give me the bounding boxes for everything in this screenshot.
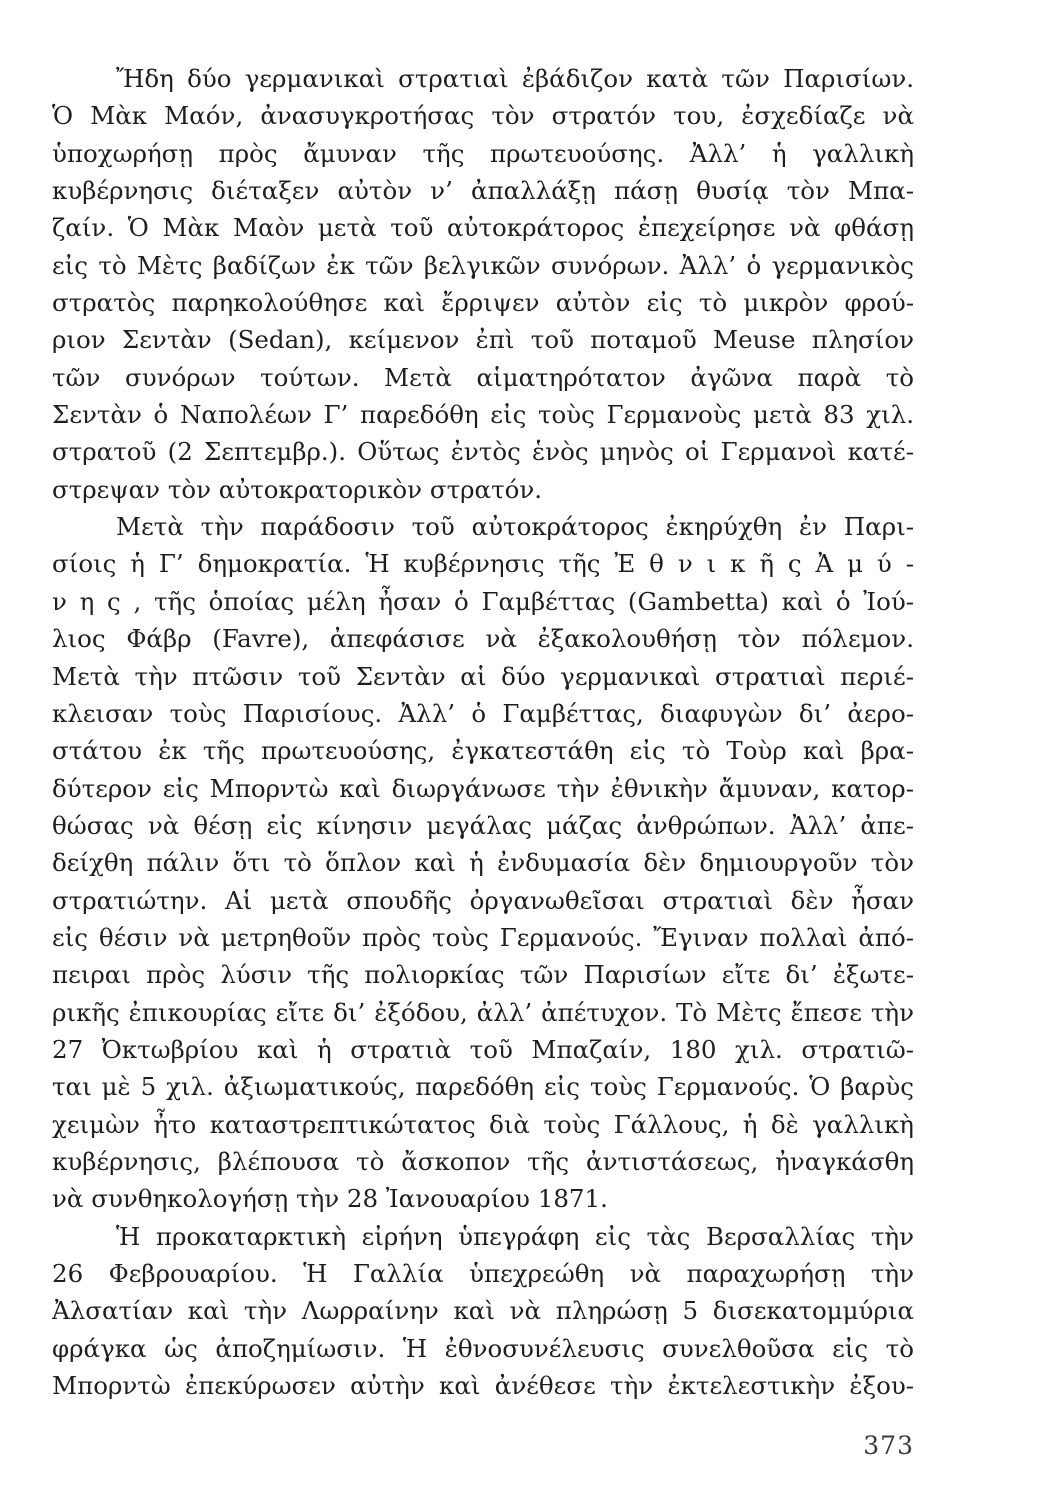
text-line: ὑποχωρήσῃ πρὸς ἄμυναν τῆς πρωτευούσης. Ἀλλ’ ἡ γαλλικὴ xyxy=(52,138,914,168)
text-line: ρικῆς ἐπικουρίας εἴτε δι’ ἐξόδου, ἀλλ’ ἀπέτυχον. Τὸ Μὲτς ἔπεσε τὴν xyxy=(52,997,914,1027)
text-line: 27 Ὀκτωβρίου καὶ ἡ στρατιὰ τοῦ Μπαζαίν, 180 χιλ. στρατιῶ- xyxy=(52,1034,914,1064)
text-line: λιος Φάβρ (Favre), ἀπεφάσισε νὰ ἐξακολουθήσῃ τὸν πόλεμον. xyxy=(52,624,914,654)
text-line: εἰς θέσιν νὰ μετρηθοῦν πρὸς τοὺς Γερμανούς. Ἔγιναν πολλαὶ ἀπό- xyxy=(52,922,914,952)
text-line: Μπορντὼ ἐπεκύρωσεν αὐτὴν καὶ ἀνέθεσε τὴν ἐκτελεστικὴν ἐξου- xyxy=(52,1371,914,1401)
text-line: πειραι πρὸς λύσιν τῆς πολιορκίας τῶν Παρισίων εἴτε δι’ ἐξωτε- xyxy=(52,960,914,990)
text-line: Μετὰ τὴν πτῶσιν τοῦ Σεντὰν αἱ δύο γερμανικαὶ στρατιαὶ περιέ- xyxy=(52,661,914,691)
text-line: ζαίν. Ὁ Μὰκ Μαὸν μετὰ τοῦ αὐτοκράτορος ἐπεχείρησε νὰ φθάσῃ xyxy=(52,213,914,243)
text-line: στρεψαν τὸν αὐτοκρατορικὸν στρατόν. xyxy=(52,474,543,504)
text-line: νὰ συνθηκολογήσῃ τὴν 28 Ἰανουαρίου 1871. xyxy=(52,1184,608,1214)
body-text xyxy=(52,60,914,1404)
text-line: εἰς τὸ Μὲτς βαδίζων ἐκ τῶν βελγικῶν συνόρων. Ἀλλ’ ὁ γερμανικὸς xyxy=(52,250,914,280)
text-line: Σεντὰν ὁ Ναπολέων Γ’ παρεδόθη εἰς τοὺς Γερμανοὺς μετὰ 83 χιλ. xyxy=(52,400,914,430)
text-line: κυβέρνησις διέταξεν αὐτὸν ν’ ἀπαλλάξῃ πάσῃ θυσίᾳ τὸν Μπα- xyxy=(52,176,914,206)
text-line: Ἡ προκαταρκτικὴ εἰρήνη ὑπεγράφη εἰς τὰς Βερσαλλίας τὴν xyxy=(116,1221,914,1251)
text-line: χειμὼν ἦτο καταστρεπτικώτατος διὰ τοὺς Γάλλους, ἡ δὲ γαλλικὴ xyxy=(52,1109,914,1139)
text-line: κλεισαν τοὺς Παρισίους. Ἀλλ’ ὁ Γαμβέττας, διαφυγὼν δι’ ἀερο- xyxy=(52,698,914,728)
text-line: σίοις ἡ Γ’ δημοκρατία. Ἡ κυβέρνησις τῆς Ἐ θ ν ι κ ῆ ς Ἀ μ ύ - xyxy=(52,549,914,579)
text-line: ν η ς , τῆς ὁποίας μέλη ἦσαν ὁ Γαμβέττας (Gambetta) καὶ ὁ Ἰού- xyxy=(52,586,914,616)
text-line: ριον Σεντὰν (Sedan), κείμενον ἐπὶ τοῦ ποταμοῦ Meuse πλησίον xyxy=(52,325,914,355)
text-line: Ὁ Μὰκ Μαόν, ἀνασυγκροτήσας τὸν στρατόν του, ἐσχεδίαζε νὰ xyxy=(52,101,914,131)
text-line: κυβέρνησις, βλέπουσα τὸ ἄσκοπον τῆς ἀντιστάσεως, ἠναγκάσθη xyxy=(52,1146,914,1176)
text-line: στάτου ἐκ τῆς πρωτευούσης, ἐγκατεστάθη εἰς τὸ Τοὺρ καὶ βρα- xyxy=(52,736,914,766)
text-line: τῶν συνόρων τούτων. Μετὰ αἱματηρότατον ἀγῶνα παρὰ τὸ xyxy=(52,362,914,392)
text-line: Ἀλσατίαν καὶ τὴν Λωρραίνην καὶ νὰ πληρώσῃ 5 δισεκατομμύρια xyxy=(52,1296,914,1326)
page-number: 373 xyxy=(863,1431,914,1460)
text-line: στρατιώτην. Αἱ μετὰ σπουδῆς ὀργανωθεῖσαι στρατιαὶ δὲν ἦσαν xyxy=(52,885,914,915)
text-line: δείχθη πάλιν ὅτι τὸ ὅπλον καὶ ἡ ἐνδυμασία δὲν δημιουργοῦν τὸν xyxy=(52,848,914,878)
text-line: 26 Φεβρουαρίου. Ἡ Γαλλία ὑπεχρεώθη νὰ παραχωρήσῃ τὴν xyxy=(52,1259,914,1288)
text-line: στρατοῦ (2 Σεπτεμβρ.). Οὕτως ἐντὸς ἑνὸς μηνὸς οἱ Γερμανοὶ κατέ- xyxy=(52,437,914,467)
text-line: Μετὰ τὴν παράδοσιν τοῦ αὐτοκράτορος ἐκηρύχθη ἐν Παρι- xyxy=(116,512,914,542)
text-line: θώσας νὰ θέσῃ εἰς κίνησιν μεγάλας μάζας ἀνθρώπων. Ἀλλ’ ἀπε- xyxy=(52,810,914,840)
text-line: δύτερον εἰς Μπορντὼ καὶ διωργάνωσε τὴν ἐθνικὴν ἄμυναν, κατορ- xyxy=(52,773,914,803)
text-line: στρατὸς παρηκολούθησε καὶ ἔρριψεν αὐτὸν εἰς τὸ μικρὸν φρού- xyxy=(52,288,914,318)
text-line: φράγκα ὡς ἀποζημίωσιν. Ἡ ἐθνοσυνέλευσις συνελθοῦσα εἰς τὸ xyxy=(52,1333,914,1363)
text-line: ται μὲ 5 χιλ. ἀξιωματικούς, παρεδόθη εἰς τοὺς Γερμανούς. Ὁ βαρὺς xyxy=(52,1072,914,1102)
text-line: Ἤδη δύο γερμανικαὶ στρατιαὶ ἐβάδιζον κατὰ τῶν Παρισίων. xyxy=(116,64,914,93)
